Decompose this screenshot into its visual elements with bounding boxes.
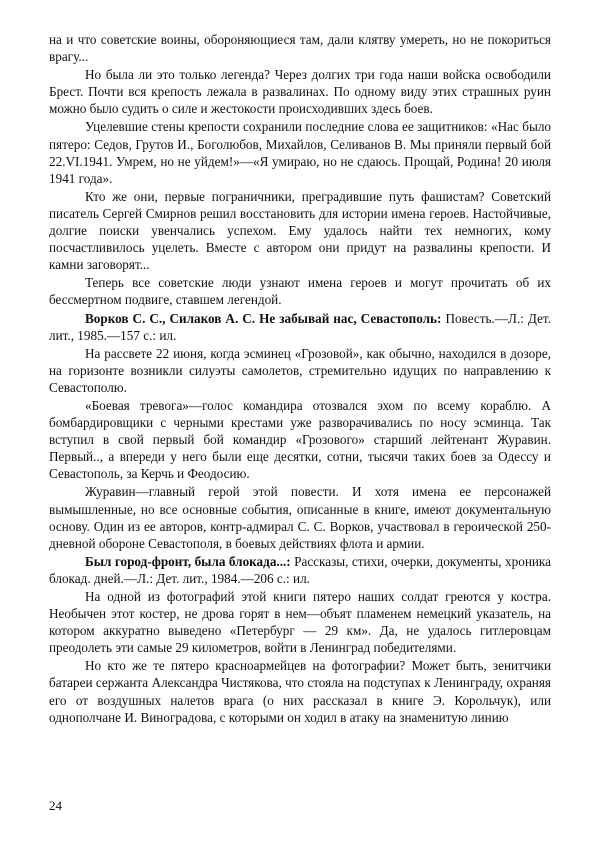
paragraph-text: «Боевая тревога»—голос командира отозвался эхом по всему кораблю. А бомбардировщики с черными крестами уже разворачивались по носу эсминца. Так вступил в свой первый бой командир «Грозового» старший лейтенант Журавин. Первый.., а впереди у него были еще десятки, сотни, тысячи таких боев за Одессу и Севастополь, за Керчь и Феодосию. xyxy=(49,397,551,482)
paragraph xyxy=(49,31,551,65)
paragraph-text: на и что советские воины, обороняющиеся там, дали клятву умереть, но не покориться врагу... xyxy=(49,32,551,65)
bibliographic-entry xyxy=(49,310,551,344)
paragraph-text: Журавин—главный герой этой повести. И хотя имена ее персонажей вымышленные, но все основные события, описанные в книге, имеют документальную основу. Один из ее авторов, контр-адмирал С. С. Ворков, участвовал в героической 250-дневной обороне Севастополя, в боевых действиях флота и армии. xyxy=(49,484,551,551)
paragraph-text: На рассвете 22 июня, когда эсминец «Грозовой», как обычно, находился в дозоре, на горизонте возникли силуэты самолетов, стремительно идущих по направлению к Севастополю. xyxy=(49,345,551,395)
paragraph-text: На одной из фотографий этой книги пятеро наших солдат греются у костра. Необычен этот костер, не дрова горят в нем—объят пламенем немецкий указатель, на котором аккуратно выведено «Петербург — 29 км». Да, не удалось гитлеровцам преодолеть эти самые 29 километров, войти в Ленинград победителями. xyxy=(49,589,551,656)
paragraph-text: Но кто же те пятеро красноармейцев на фотографии? Может быть, зенитчики батареи сержанта Александра Чистякова, что стояла на подступах к Ленинграду, охраняя его от воздушных налетов врага (о них рассказал в книге Э. Корольчук), или однополчане И. Виноградова, с которыми он ходил в атаку на знаменитую линию xyxy=(49,658,551,725)
paragraph xyxy=(49,66,551,117)
page-number: 24 xyxy=(49,798,62,813)
paragraph xyxy=(49,483,551,551)
paragraph-text: Теперь все советские люди узнают имена героев и могут прочитать об их бессмертном подвиге, ставшем легендой. xyxy=(49,275,551,308)
paragraph xyxy=(49,118,551,186)
page-text xyxy=(49,31,551,726)
bibliographic-entry xyxy=(49,553,551,587)
paragraph xyxy=(49,274,551,308)
paragraph-text: Кто же они, первые пограничники, преградившие путь фашистам? Советский писатель Сергей Смирнов решил восстановить для истории имена героев. Настойчивые, долгие поиски увенчались успехом. Ему удалось найти тех немногих, кому посчастливилось уцелеть. Вместе с автором они придут на развалины крепости. И камни заговорят... xyxy=(49,188,551,273)
entry-title: Был город-фронт, была блокада...: xyxy=(85,553,291,569)
paragraph xyxy=(49,188,551,273)
paragraph-text: Рассказы, стихи, очерки, документы, хроника блокад. дней.—Л.: Дет. лит., 1984.—206 с.: ил. xyxy=(49,553,551,586)
paragraph xyxy=(49,397,551,482)
paragraph xyxy=(49,345,551,396)
paragraph-text: Но была ли это только легенда? Через долгих три года наши войска освободили Брест. Почти вся крепость лежала в развалинах. По одному виду этих страшных руин можно было судить о силе и жестокости происходивших здесь боев. xyxy=(49,67,551,117)
paragraph-text: Уцелевшие стены крепости сохранили последние слова ее защитников: «Нас было пятеро: Седов, Грутов И., Боголюбов, Михайлов, Селиванов В. Мы приняли первый бой 22.VI.1941. Умрем, но не уйдем!»—«Я умираю, но не сдаюсь. Прощай, Родина! 20 июля 1941 года». xyxy=(49,119,551,186)
entry-title: Ворков С. С., Силаков А. С. Не забывай нас, Севастополь: xyxy=(85,310,442,326)
paragraph xyxy=(49,657,551,725)
paragraph-text: Повесть.—Л.: Дет. лит., 1985.—157 с.: ил. xyxy=(49,310,551,343)
paragraph xyxy=(49,588,551,656)
